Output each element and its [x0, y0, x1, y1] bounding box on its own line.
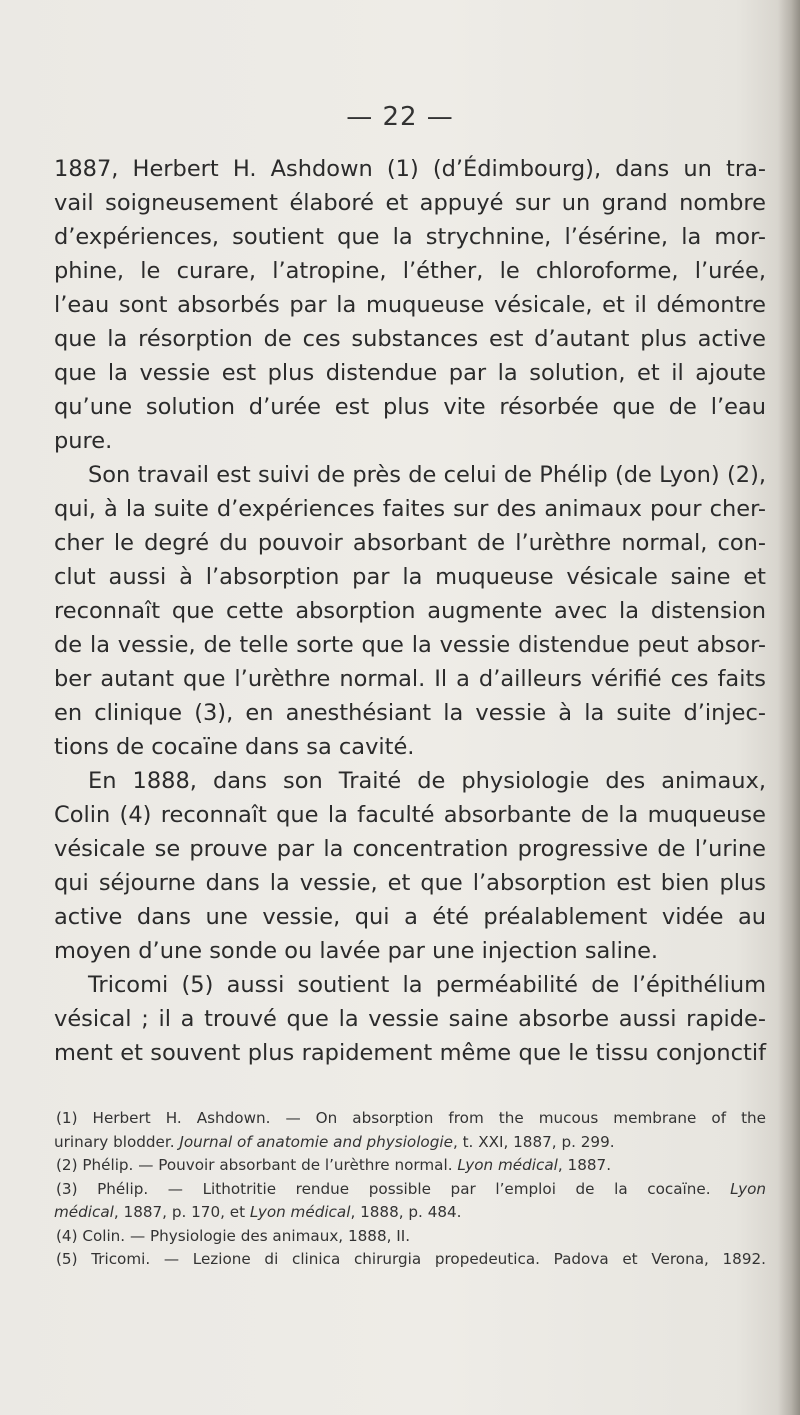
text-line: tions de cocaïne dans sa cavité. — [54, 734, 415, 760]
text-line: de la vessie, de telle sorte que la vessie distendue peut absor- — [54, 632, 766, 658]
text-line: vésical ; il a trouvé que la vessie saine absorbe aussi rapide- — [54, 1006, 766, 1032]
footnote-text: urinary blodder. — [54, 1132, 180, 1151]
footnote-text: , 1887. — [557, 1156, 612, 1174]
text-line: qui, à la suite d’expériences faites sur des animaux pour cher- — [54, 496, 766, 522]
footnote-2 — [54, 1154, 766, 1178]
journal-title: Lyon — [730, 1179, 766, 1198]
footnotes — [54, 1107, 766, 1272]
text-line: que la vessie est plus distendue par la solution, et il ajoute — [54, 360, 766, 386]
paragraph-start: Tricomi (5) aussi soutient la perméabilité de l’épithélium — [88, 972, 766, 998]
text-line: l’eau sont absorbés par la muqueuse vésicale, et il démontre — [54, 292, 766, 318]
journal-title: Journal of anatomie and physiologie — [179, 1132, 453, 1151]
footnote-1 — [54, 1107, 766, 1131]
footnote-text: (3) Phélip. — Lithotritie rendue possible par l’emploi de la cocaïne. — [56, 1179, 731, 1198]
text-line: qu’une solution d’urée est plus vite résorbée que de l’eau — [54, 394, 766, 420]
footnote-3-continued — [54, 1201, 766, 1225]
footnote-text: (1) Herbert H. Ashdown. — On absorption from the mucous membrane of the — [56, 1109, 766, 1127]
text-line: pure. — [54, 428, 113, 454]
journal-title: Lyon médical — [249, 1203, 351, 1221]
paragraph-start: En 1888, dans son Traité de physiologie des animaux, — [88, 768, 766, 794]
footnote-text: , t. XXI, 1887, p. 299. — [452, 1132, 615, 1151]
text-line: ment et souvent plus rapidement même que le tissu conjonctif — [54, 1040, 766, 1066]
text-line: phine, le curare, l’atropine, l’éther, le chloroforme, l’urée, — [54, 258, 766, 284]
text-line: qui séjourne dans la vessie, et que l’absorption est bien plus — [54, 870, 766, 896]
footnote-text: (2) Phélip. — Pouvoir absorbant de l’urèthre normal. — [56, 1156, 458, 1174]
text-line: que la résorption de ces substances est d’autant plus active — [54, 326, 766, 352]
footnote-text: , 1888, p. 484. — [350, 1203, 462, 1221]
footnote-3 — [54, 1178, 766, 1202]
page-number: — 22 — — [346, 102, 454, 132]
text-line: d’expériences, soutient que la strychnine, l’ésérine, la mor- — [54, 224, 766, 250]
paragraph-start: Son travail est suivi de près de celui de Phélip (de Lyon) (2), — [88, 462, 766, 488]
journal-title: médical — [54, 1203, 114, 1221]
journal-title: Lyon médical — [457, 1156, 558, 1174]
footnote-1-continued — [54, 1131, 766, 1155]
text-line: ber autant que l’urèthre normal. Il a d’ailleurs vérifié ces faits — [54, 666, 766, 692]
text-line: cher le degré du pouvoir absorbant de l’urèthre normal, con- — [54, 530, 766, 556]
text-line: en clinique (3), en anesthésiant la vessie à la suite d’injec- — [54, 700, 766, 726]
text-line: Colin (4) reconnaît que la faculté absorbante de la muqueuse — [54, 802, 766, 828]
footnote-5: (5) Tricomi. — Lezione di clinica chirurgia propedeutica. Padova et Verona, 1892. — [56, 1250, 766, 1268]
footnote-text: , 1887, p. 170, et — [113, 1203, 250, 1221]
body-text — [54, 152, 766, 1070]
text-line: 1887, Herbert H. Ashdown (1) (d’Édimbourg), dans un tra- — [54, 156, 766, 182]
text-line: vail soigneusement élaboré et appuyé sur un grand nombre — [54, 190, 766, 216]
page-edge-shadow — [778, 0, 800, 1415]
text-line: vésicale se prouve par la concentration progressive de l’urine — [54, 836, 766, 862]
text-line: moyen d’une sonde ou lavée par une injection saline. — [54, 938, 659, 964]
text-line: active dans une vessie, qui a été préalablement vidée au — [54, 904, 766, 930]
text-line: clut aussi à l’absorption par la muqueuse vésicale saine et — [54, 564, 766, 590]
footnote-4: (4) Colin. — Physiologie des animaux, 1888, II. — [56, 1226, 411, 1245]
text-line: reconnaît que cette absorption augmente avec la distension — [54, 598, 766, 624]
